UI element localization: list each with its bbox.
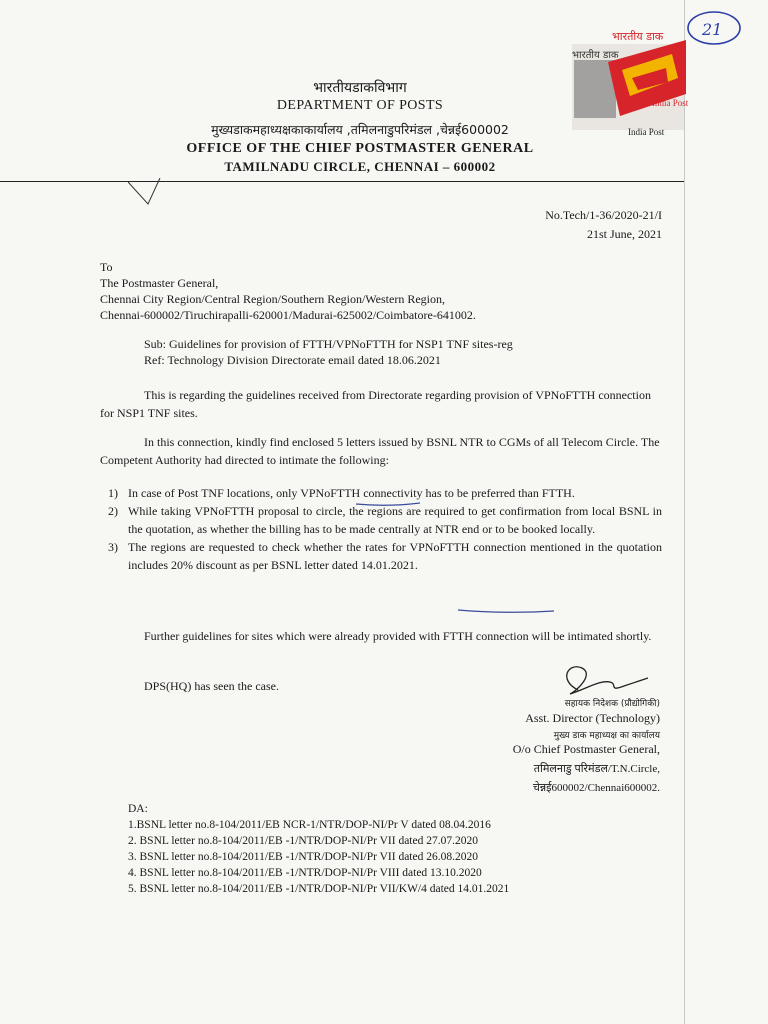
enclosure-item: 2. BSNL letter no.8-104/2011/EB -1/NTR/DOP-NI/Pr VII dated 27.07.2020 bbox=[128, 835, 478, 847]
enclosures-label: DA: bbox=[128, 803, 148, 815]
logo-hindi-text: भारतीय डाक bbox=[612, 30, 664, 43]
signatory-title: Asst. Director (Technology) bbox=[525, 711, 660, 725]
letterhead-divider bbox=[0, 181, 684, 182]
list-item bbox=[100, 484, 662, 502]
list-number: 1) bbox=[108, 486, 118, 500]
enclosure-item: 1.BSNL letter no.8-104/2011/EB NCR-1/NTR/DOP-NI/Pr V dated 08.04.2016 bbox=[128, 819, 491, 831]
handwritten-circle-mark bbox=[684, 6, 748, 48]
letterhead-hindi-office: मुख्यडाकमहाध्यक्षकाकार्यालय ,तमिलनाडुपरिमंडल ,चेन्नई600002 bbox=[211, 122, 509, 137]
reference-date: 21st June, 2021 bbox=[587, 227, 662, 241]
signatory-city: चेन्नई600002/Chennai600002. bbox=[532, 782, 660, 794]
enclosure-item: 3. BSNL letter no.8-104/2011/EB -1/NTR/DOP-NI/Pr VII dated 26.08.2020 bbox=[128, 851, 478, 863]
letterhead-office: OFFICE OF THE CHIEF POSTMASTER GENERAL bbox=[186, 141, 534, 156]
subject-line: Sub: Guidelines for provision of FTTH/VPNoFTTH for NSP1 TNF sites-reg bbox=[144, 337, 513, 351]
list-item bbox=[100, 538, 662, 574]
list-item bbox=[100, 502, 662, 538]
letterhead-circle: TAMILNADU CIRCLE, CHENNAI – 600002 bbox=[224, 159, 496, 174]
list-text: While taking VPNoFTTH proposal to circle, the regions are required to get confirmation from local BSNL in the quotation, as whether the billing has to be made centrally at NTR end or to be booked locally. bbox=[128, 504, 662, 536]
signatory-hindi-office: मुख्य डाक महाध्यक्ष का कार्यालय bbox=[553, 731, 660, 741]
handwritten-underline bbox=[458, 608, 554, 614]
signature-icon bbox=[548, 660, 650, 700]
paragraph-1: This is regarding the guidelines received from Directorate regarding provision of VPNoFTTH connection for NSP1 TNF sites. bbox=[100, 388, 651, 420]
addressee-line-1: The Postmaster General, bbox=[100, 276, 219, 290]
paragraph-2: In this connection, kindly find enclosed 5 letters issued by BSNL NTR to CGMs of all Telecom Circle. The Competent Authority had directed to intimate the following: bbox=[100, 435, 660, 467]
signatory-office: O/o Chief Postmaster General, bbox=[512, 742, 660, 756]
list-number: 2) bbox=[108, 504, 118, 518]
list-text: The regions are requested to check whether the rates for VPNoFTTH connection mentioned in the quotation includes 20% discount as per BSNL letter dated 14.01.2021. bbox=[128, 540, 662, 572]
logo-hindi-text-2: भारतीय डाक bbox=[572, 50, 619, 61]
list-number: 3) bbox=[108, 540, 118, 554]
handwritten-underline bbox=[356, 501, 420, 507]
list-text: In case of Post TNF locations, only VPNoFTTH connectivity has to be preferred than FTTH. bbox=[128, 486, 575, 500]
page-edge-shadow bbox=[684, 0, 685, 1024]
guidelines-list bbox=[100, 484, 662, 574]
signatory-hindi-title: सहायक निदेशक (प्रौद्योगिकी) bbox=[564, 699, 660, 709]
paragraph-4: DPS(HQ) has seen the case. bbox=[144, 679, 279, 693]
logo-caption: India Post bbox=[628, 127, 665, 137]
paragraph-3: Further guidelines for sites which were already provided with FTTH connection will be intimated shortly. bbox=[144, 629, 652, 643]
reference-line: Ref: Technology Division Directorate email dated 18.06.2021 bbox=[144, 353, 441, 367]
addressee-line-3: Chennai-600002/Tiruchirapalli-620001/Madurai-625002/Coimbatore-641002. bbox=[100, 308, 476, 322]
signatory-circle: तमिलनाडु परिमंडल/T.N.Circle, bbox=[533, 763, 660, 775]
letterhead-department: DEPARTMENT OF POSTS bbox=[276, 98, 444, 113]
enclosure-item: 4. BSNL letter no.8-104/2011/EB -1/NTR/DOP-NI/Pr VIII dated 13.10.2020 bbox=[128, 867, 482, 879]
addressee-line-2: Chennai City Region/Central Region/Southern Region/Western Region, bbox=[100, 292, 445, 306]
handwritten-number: 21 bbox=[702, 20, 723, 39]
logo-en-text: India Post bbox=[652, 98, 689, 108]
addressee-to: To bbox=[100, 260, 113, 274]
divider-chevron-icon bbox=[128, 178, 168, 208]
enclosure-item: 5. BSNL letter no.8-104/2011/EB -1/NTR/DOP-NI/Pr VII/KW/4 dated 14.01.2021 bbox=[128, 883, 510, 895]
letterhead-hindi-department: भारतीयडाकविभाग bbox=[313, 80, 407, 96]
reference-number: No.Tech/1-36/2020-21/I bbox=[545, 208, 662, 222]
